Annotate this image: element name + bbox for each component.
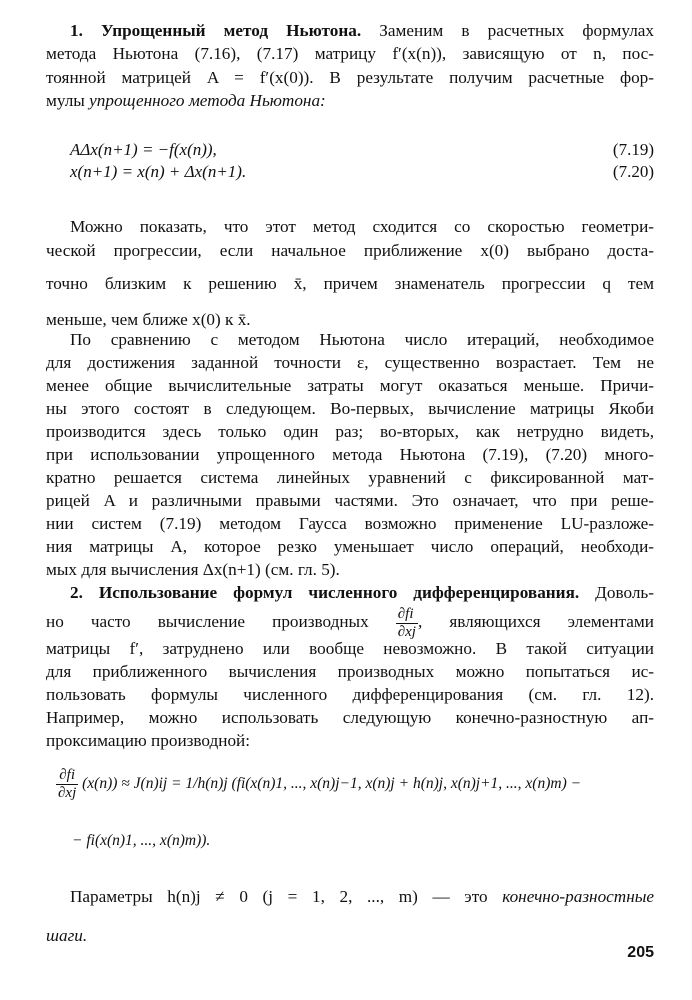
equation-7-20: x(n+1) = x(n) + Δx(n+1).	[70, 162, 247, 181]
equation-number-7-19: (7.19)	[612, 140, 654, 159]
para1-line3: тоянной матрицей A = f′(x(0)). В результате получим расчетные фор-	[46, 68, 654, 87]
partial-derivative-fraction	[396, 606, 418, 641]
approx-lhs-fraction	[56, 767, 78, 802]
approx-formula-line1	[56, 764, 581, 804]
para3-line6: при использовании упрощенного метода Ньютона (7.19), (7.20) много-	[46, 445, 654, 464]
para2-line3: точно близким к решению x̄, причем знаменатель прогрессии q тем	[46, 274, 654, 293]
para3-line9: нии систем (7.19) методом Гаусса возможно применение LU-разложе-	[46, 514, 654, 533]
para3-line8: рицей A и различными правыми частями. Это означает, что при реше-	[46, 491, 654, 510]
para4-line1-text: Доволь-	[595, 583, 654, 602]
para1-line1-text: Заменим в расчетных формулах	[379, 21, 655, 40]
para3-line1: По сравнению с методом Ньютона число итераций, необходимое	[70, 330, 654, 349]
approx-lhs-denominator: ∂xj	[58, 784, 77, 801]
para4-line6: Например, можно использовать следующую конечно-разностную ап-	[46, 708, 654, 727]
para3-line5: производится здесь только один раз; во-вторых, как нетрудно видеть,	[46, 422, 654, 441]
fraction-denominator: ∂xj	[397, 623, 416, 640]
para3-line2: для достижения заданной точности ε, существенно возрастает. Тем не	[46, 353, 654, 372]
para3-line11: мых для вычисления Δx(n+1) (см. гл. 5).	[46, 560, 340, 579]
para1-line1	[70, 20, 654, 42]
para3-line4: ны этого состоят в следующем. Во-первых, вычисление матрицы Якоби	[46, 399, 654, 418]
para4-line4: для приближенного вычисления производных можно попытаться ис-	[46, 662, 654, 681]
para4-line7: проксимацию производной:	[46, 731, 251, 750]
approx-formula-body: (x(n)) ≈ J(n)ij = 1/h(n)j (fi(x(n)1, ..., x(n)j−1, x(n)j + h(n)j, x(n)j+1, ..., x(n)m) −	[82, 775, 582, 792]
para4-line2-text: но часто вычисление производных	[46, 612, 369, 631]
para3-line3: менее общие вычислительные затраты могут оказаться меньше. Причи-	[46, 376, 654, 395]
fraction-numerator: ∂fi	[396, 606, 418, 624]
para4-line5: пользовать формулы численного дифференцирования (см. гл. 12).	[46, 685, 654, 704]
approx-lhs-numerator: ∂fi	[56, 767, 78, 785]
para5-line2	[46, 925, 654, 947]
term-finite-difference: конечно-разностные	[502, 887, 655, 906]
equation-7-19: AΔx(n+1) = −f(x(n)),	[70, 140, 217, 159]
para4-line1	[70, 582, 654, 604]
para4-line2-tail: , являющихся элементами	[417, 612, 654, 631]
section-heading-simplified-newton: 1. Упрощенный метод Ньютона.	[70, 21, 362, 40]
para1-line4-text: мулы	[46, 91, 85, 110]
equation-number-7-20: (7.20)	[612, 162, 654, 181]
para3-line10: ния матрицы A, которое резко уменьшает число операций, необходи-	[46, 537, 654, 556]
para2-line4: меньше, чем ближе x(0) к x̄.	[46, 310, 251, 329]
para4-line2	[46, 602, 654, 642]
para2-line1: Можно показать, что этот метод сходится со скоростью геометри-	[70, 217, 654, 236]
para2-line2: ческой прогрессии, если начальное приближение x(0) выбрано доста-	[46, 241, 654, 260]
section-heading-numerical-diff: 2. Использование формул численного дифференцирования.	[70, 583, 580, 602]
term-simplified-newton: упрощенного метода Ньютона:	[89, 91, 326, 110]
para1-line2: метода Ньютона (7.16), (7.17) матрицу f′(x(n)), зависящую от n, пос-	[46, 44, 654, 63]
para3-line7: кратно решается система линейных уравнений с фиксированной мат-	[46, 468, 654, 487]
para5-line1-text: Параметры h(n)j ≠ 0 (j = 1, 2, ..., m) — это	[70, 887, 488, 906]
term-steps: шаги.	[46, 926, 88, 945]
page-number: 205	[627, 944, 654, 961]
approx-formula-line2: − fi(x(n)1, ..., x(n)m)).	[72, 832, 211, 849]
para5-line1	[70, 886, 654, 908]
para1-line4	[46, 90, 654, 112]
para4-line3: матрицы f′, затруднено или вообще невозможно. В такой ситуации	[46, 639, 654, 658]
